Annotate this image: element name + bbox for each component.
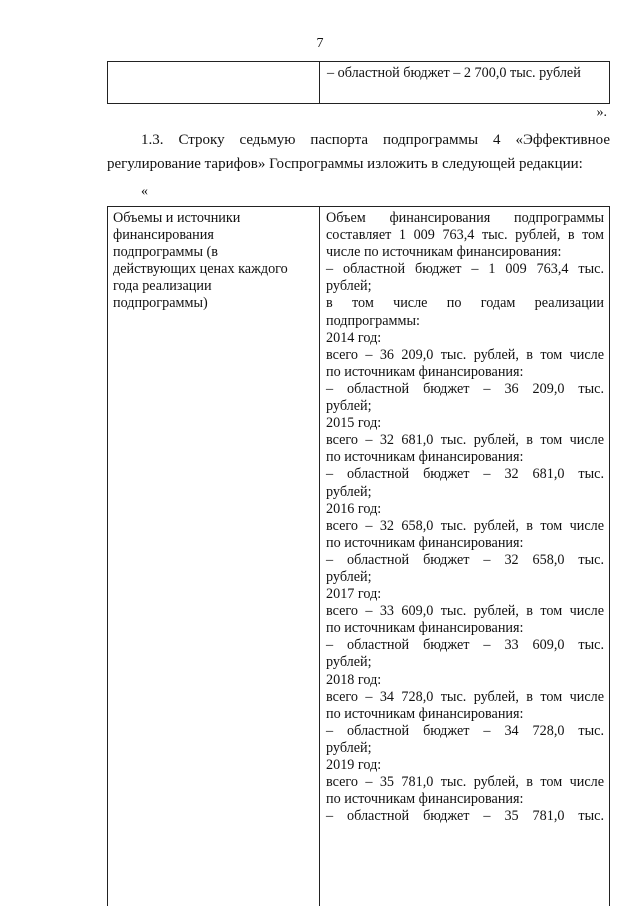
funding-line: всего – 32 681,0 тыс. рублей, в том числе (326, 432, 604, 449)
funding-line: по источникам финансирования: (326, 363, 524, 380)
funding-line: рублей; (326, 654, 372, 671)
opening-quote-mark: « (141, 184, 148, 199)
funding-line: подпрограммы: (326, 312, 420, 329)
label-line: действующих ценах каждого (113, 261, 288, 278)
funding-line: – областной бюджет – 33 609,0 тыс. (326, 637, 604, 654)
funding-line: всего – 36 209,0 тыс. рублей, в том числе (326, 346, 604, 363)
label-line: финансирования (113, 227, 214, 244)
funding-line: рублей; (326, 398, 372, 415)
funding-line: рублей; (326, 568, 372, 585)
funding-table-label-cell (113, 210, 313, 313)
continuation-table-right-cell: – областной бюджет – 2 700,0 тыс. рублей (327, 65, 581, 81)
paragraph-line-1-text: 1.3. Строку седьмую паспорта подпрограммы 4 «Эффективное (141, 132, 610, 148)
page-number: 7 (316, 36, 324, 51)
table-column-divider (319, 207, 320, 906)
funding-line: 2019 год: (326, 757, 382, 773)
funding-line: рублей; (326, 483, 372, 500)
funding-line: по источникам финансирования: (326, 705, 524, 722)
funding-line: – областной бюджет – 35 781,0 тыс. (326, 808, 604, 825)
funding-line: по источникам финансирования: (326, 449, 524, 466)
funding-line: 2015 год: (326, 415, 382, 432)
label-line: подпрограммы) (113, 295, 208, 312)
closing-quote-mark: ». (596, 105, 607, 120)
funding-line: – областной бюджет – 36 209,0 тыс. (326, 380, 604, 397)
funding-line: числе по источникам финансирования: (326, 244, 562, 261)
funding-line: всего – 35 781,0 тыс. рублей, в том числе (326, 774, 604, 791)
label-line: года реализации (113, 278, 212, 295)
funding-line: 2018 год: (326, 671, 382, 688)
funding-line: всего – 33 609,0 тыс. рублей, в том числе (326, 603, 604, 620)
label-line: подпрограммы (в (113, 244, 218, 261)
funding-line: по источникам финансирования: (326, 534, 524, 551)
funding-line: по источникам финансирования: (326, 791, 524, 808)
funding-line: – областной бюджет – 32 658,0 тыс. (326, 551, 604, 568)
funding-line: всего – 34 728,0 тыс. рублей, в том числе (326, 688, 604, 705)
funding-table (107, 206, 610, 906)
funding-line: – областной бюджет – 1 009 763,4 тыс. (326, 261, 604, 278)
funding-line: в том числе по годам реализации (326, 295, 604, 312)
funding-line: по источникам финансирования: (326, 620, 524, 637)
paragraph-line-2: регулирование тарифов» Госпрограммы изложить в следующей редакции: (107, 156, 583, 172)
funding-line: – областной бюджет – 34 728,0 тыс. (326, 722, 604, 739)
funding-line: 2017 год: (326, 586, 382, 603)
funding-line: – областной бюджет – 32 681,0 тыс. (326, 466, 604, 483)
funding-line: 2016 год: (326, 500, 382, 517)
funding-line: Объем финансирования подпрограммы (326, 210, 604, 226)
funding-table-value-cell (326, 210, 604, 825)
funding-line: рублей; (326, 278, 372, 295)
funding-line: всего – 32 658,0 тыс. рублей, в том числе (326, 517, 604, 534)
label-line: Объемы и источники (113, 210, 241, 226)
funding-line: 2014 год: (326, 329, 382, 346)
funding-line: рублей; (326, 739, 372, 756)
continuation-table (107, 61, 610, 104)
table-column-divider (319, 62, 320, 103)
paragraph-line-1 (107, 128, 610, 152)
funding-line: составляет 1 009 763,4 тыс. рублей, в том (326, 227, 604, 244)
